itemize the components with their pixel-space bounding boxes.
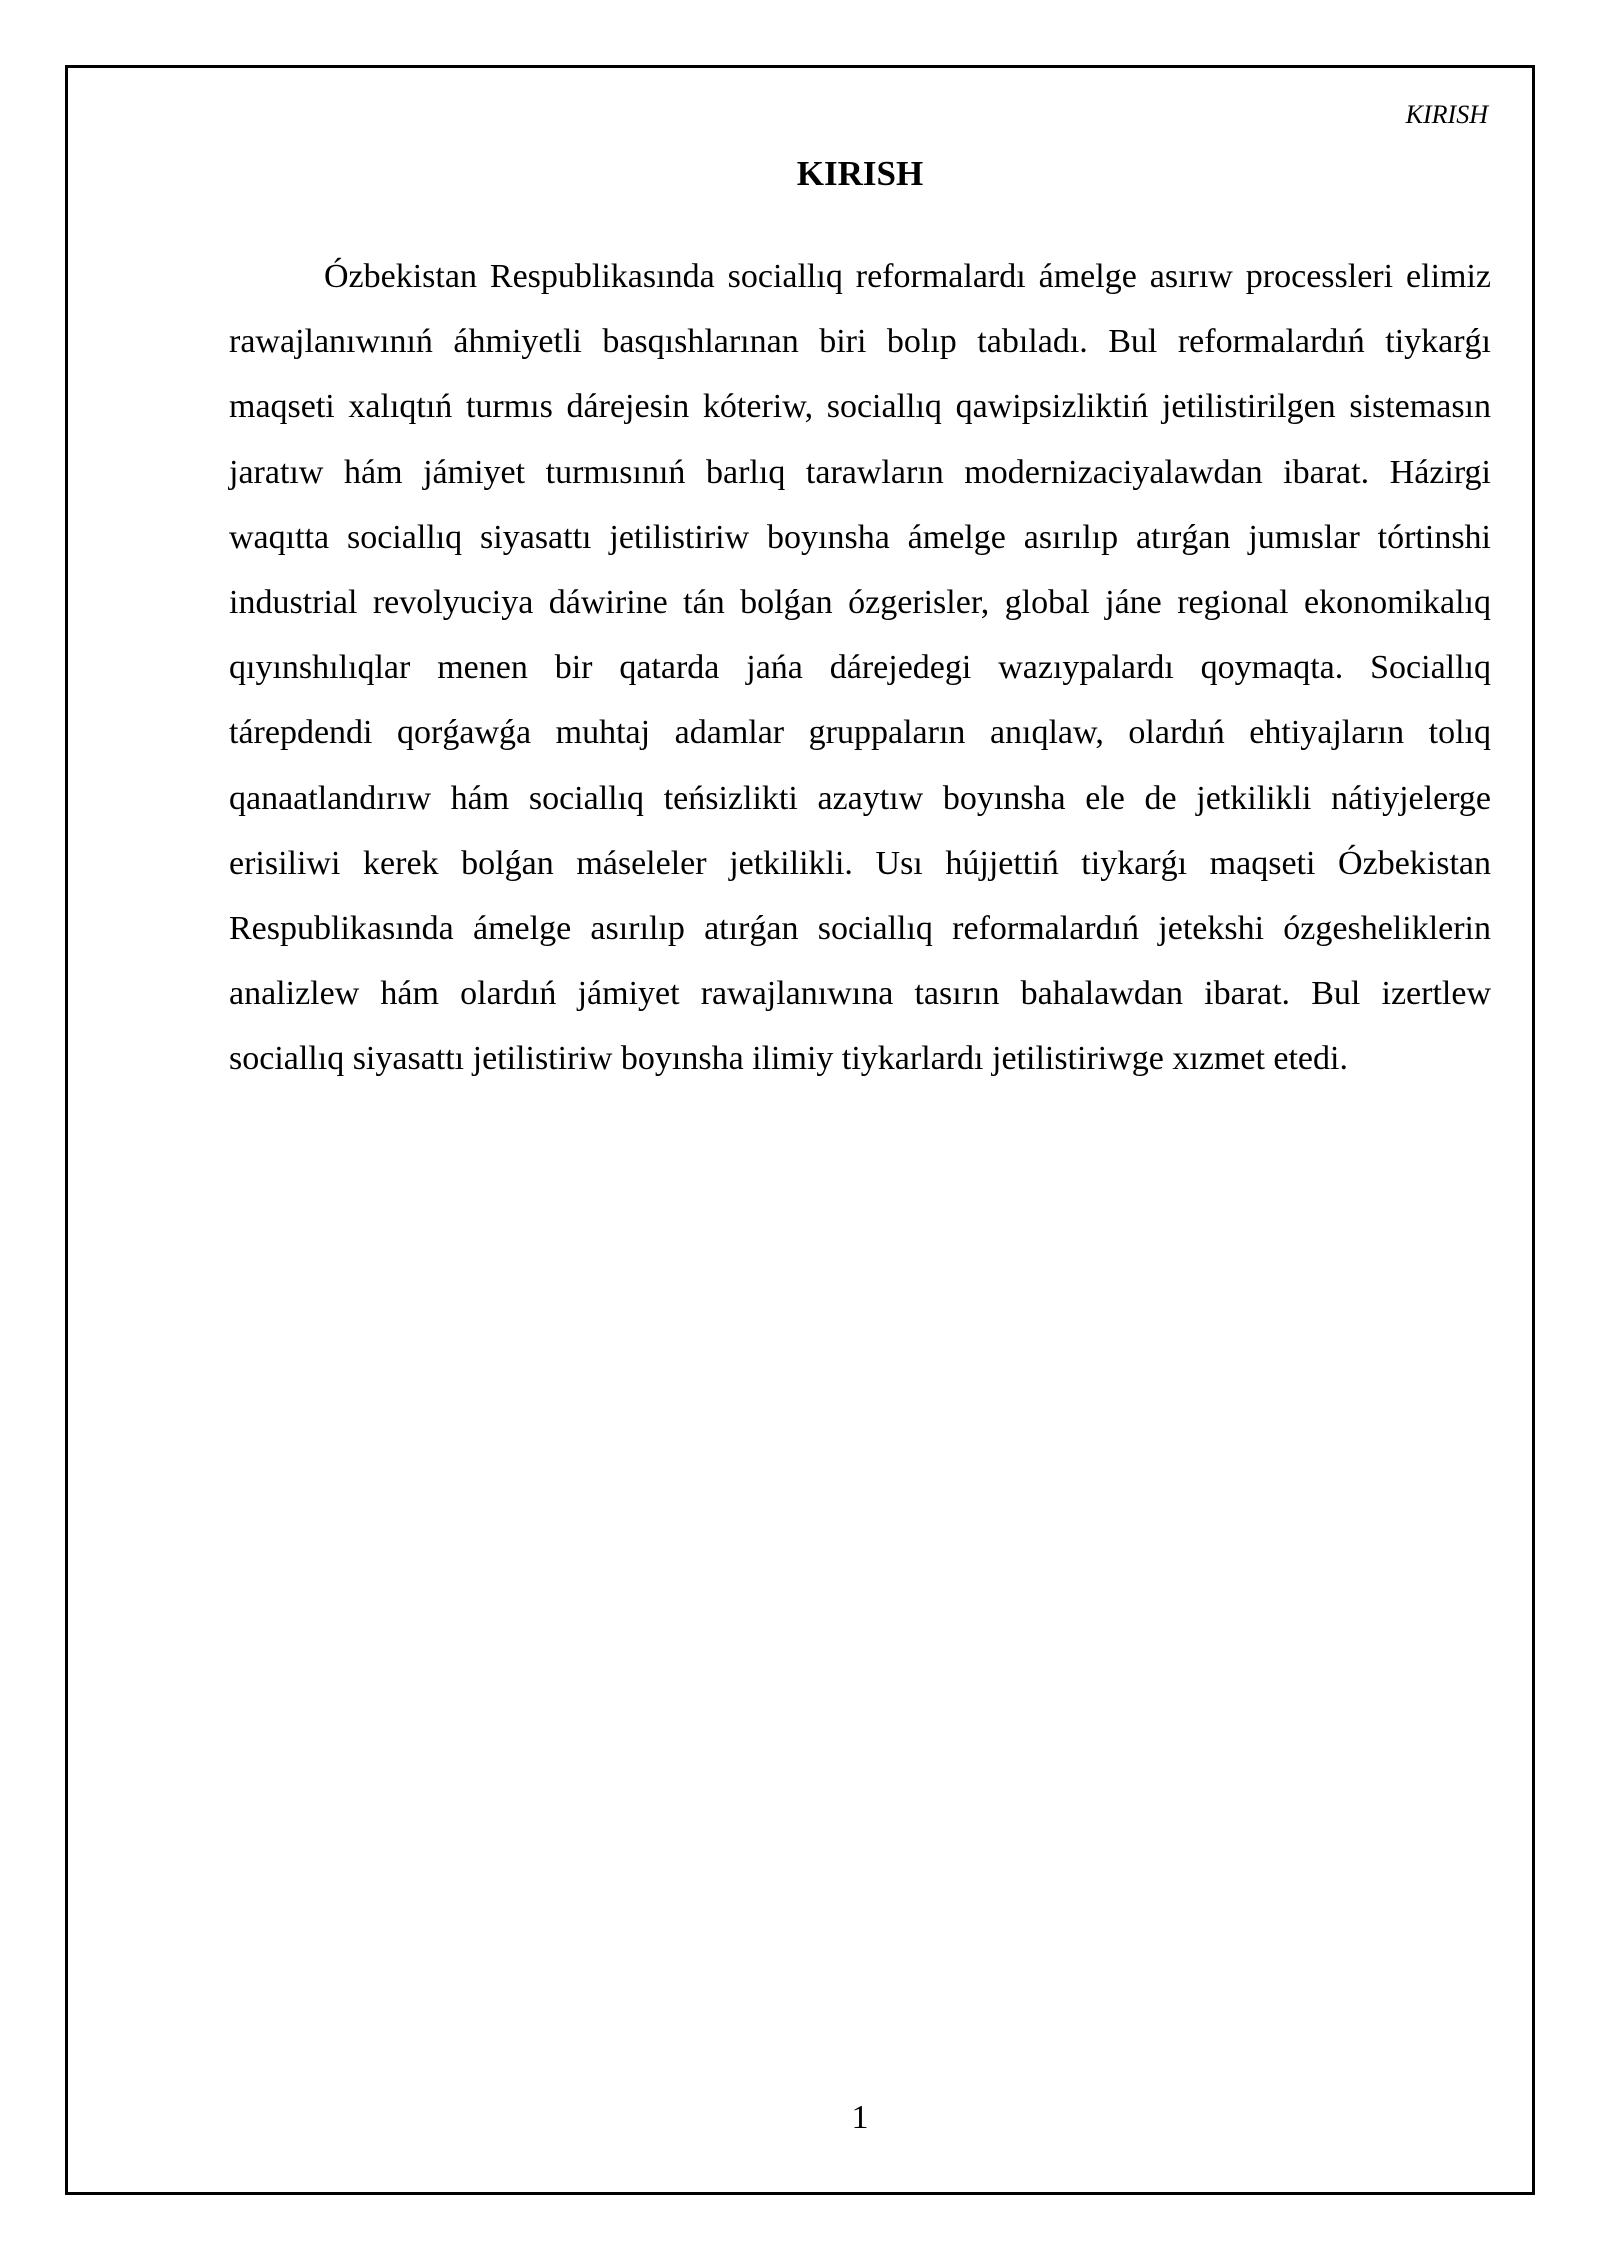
running-header: KIRISH — [1405, 100, 1488, 129]
page-number: 1 — [851, 2099, 869, 2136]
body-paragraph: Ózbekistan Respublikasında sociallıq reformalardı ámelge asırıw processleri elimiz rawajlanıwınıń áhmiyetli basqıshlarınan biri bolıp tabıladı. Bul reformalardıń tiykarǵı maqseti xalıqtıń turmıs dárejesin kóteriw, sociallıq qawipsizliktiń jetilistirilgen sistemasın jaratıw hám jámiyet turmısınıń barlıq tarawların modernizaciyalawdan ibarat. Házirgi waqıtta sociallıq siyasattı jetilistiriw boyınsha ámelge asırılıp atırǵan jumıslar tórtinshi industrial revolyuciya dáwirine tán bolǵan ózgerisler, global jáne regional ekonomikalıq qıyınshılıqlar menen bir qatarda jańa dárejedegi wazıypalardı qoymaqta. Sociallıq tárepdendi qorǵawǵa muhtaj adamlar gruppaların anıqlaw, olardıń ehtiyajların tolıq qanaatlandırıw hám sociallıq teńsizlikti azaytıw boyınsha ele de jetkilikli nátiyjelerge erisiliwi kerek bolǵan máseleler jetkilikli. Usı hújjettiń tiykarǵı maqseti Ózbekistan Respublikasında ámelge asırılıp atırǵan sociallıq reformalardıń jetekshi ózgesheliklerin analizlew hám olardıń jámiyet rawajlanıwına tasırın bahalawdan ibarat. Bul izertlew sociallıq siyasattı jetilistiriw boyınsha ilimiy tiykarlardı jetilistiriwge xızmet etedi. — [229, 258, 1491, 1078]
page-title: KIRISH — [796, 154, 924, 193]
